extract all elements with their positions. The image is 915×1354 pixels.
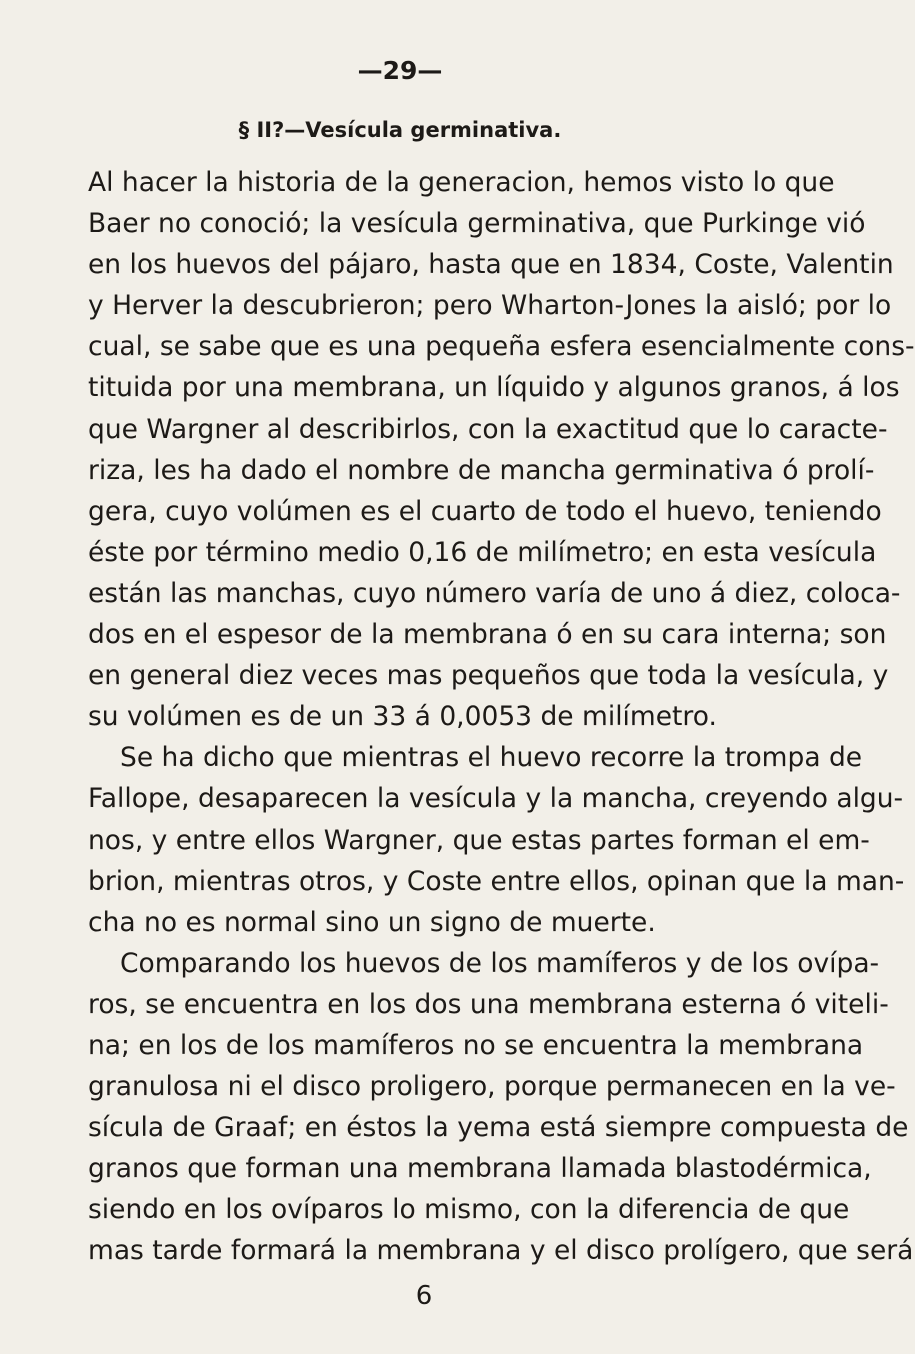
text-line: mas tarde formará la membrana y el disco prolígero, que será — [88, 1235, 914, 1267]
text-line: Al hacer la historia de la generacion, hemos visto lo que — [88, 167, 835, 198]
text-line: Baer no conoció; la vesícula germinativa, que Purkinge vió — [88, 208, 866, 240]
text-line: tituida por una membrana, un líquido y algunos granos, á los — [88, 372, 900, 404]
text-line: granulosa ni el disco proligero, porque permanecen en la ve- — [88, 1071, 896, 1103]
section-heading: § II?—Vesícula germinativa. — [238, 118, 562, 142]
text-line: Comparando los huevos de los mamíferos y de los ovípa- — [120, 947, 880, 979]
text-line: brion, mientras otros, y Coste entre ellos, opinan que la man- — [88, 865, 905, 897]
text-line: cha no es normal sino un signo de muerte. — [88, 906, 656, 938]
text-line: en general diez veces mas pequeños que toda la vesícula, y — [88, 660, 889, 692]
text-line: Se ha dicho que mientras el huevo recorre la trompa de — [120, 742, 863, 774]
text-line: na; en los de los mamíferos no se encuentra la membrana — [88, 1029, 864, 1061]
text-line: granos que forman una membrana llamada blastodérmica, — [88, 1153, 872, 1185]
text-line: éste por término medio 0,16 de milímetro; en esta vesícula — [88, 536, 877, 568]
text-line: cual, se sabe que es una pequeña esfera esencialmente cons- — [88, 331, 915, 363]
text-line: ros, se encuentra en los dos una membrana esterna ó viteli- — [88, 988, 889, 1020]
page-number: —29— — [357, 56, 443, 85]
text-line: riza, les ha dado el nombre de mancha germinativa ó prolí- — [88, 454, 875, 486]
signature-mark: 6 — [415, 1281, 433, 1311]
text-line: nos, y entre ellos Wargner, que estas partes forman el em- — [88, 824, 870, 856]
text-line: su volúmen es de un 33 á 0,0053 de milímetro. — [88, 701, 717, 733]
text-line: siendo en los ovíparos lo mismo, con la diferencia de que — [88, 1194, 850, 1226]
text-line: Fallope, desaparecen la vesícula y la mancha, creyendo algu- — [88, 783, 904, 815]
text-line: en los huevos del pájaro, hasta que en 1834, Coste, Valentin — [88, 249, 894, 281]
body-text — [88, 162, 915, 1272]
text-line: gera, cuyo volúmen es el cuarto de todo el huevo, teniendo — [88, 495, 882, 527]
text-line: están las manchas, cuyo número varía de uno á diez, coloca- — [88, 577, 901, 609]
text-line: que Wargner al describirlos, con la exactitud que lo caracte- — [88, 413, 888, 445]
text-line: dos en el espesor de la membrana ó en su cara interna; son — [88, 619, 887, 651]
text-line: y Herver la descubrieron; pero Wharton-Jones la aisló; por lo — [88, 290, 892, 322]
text-line: sícula de Graaf; en éstos la yema está siempre compuesta de — [88, 1112, 909, 1144]
